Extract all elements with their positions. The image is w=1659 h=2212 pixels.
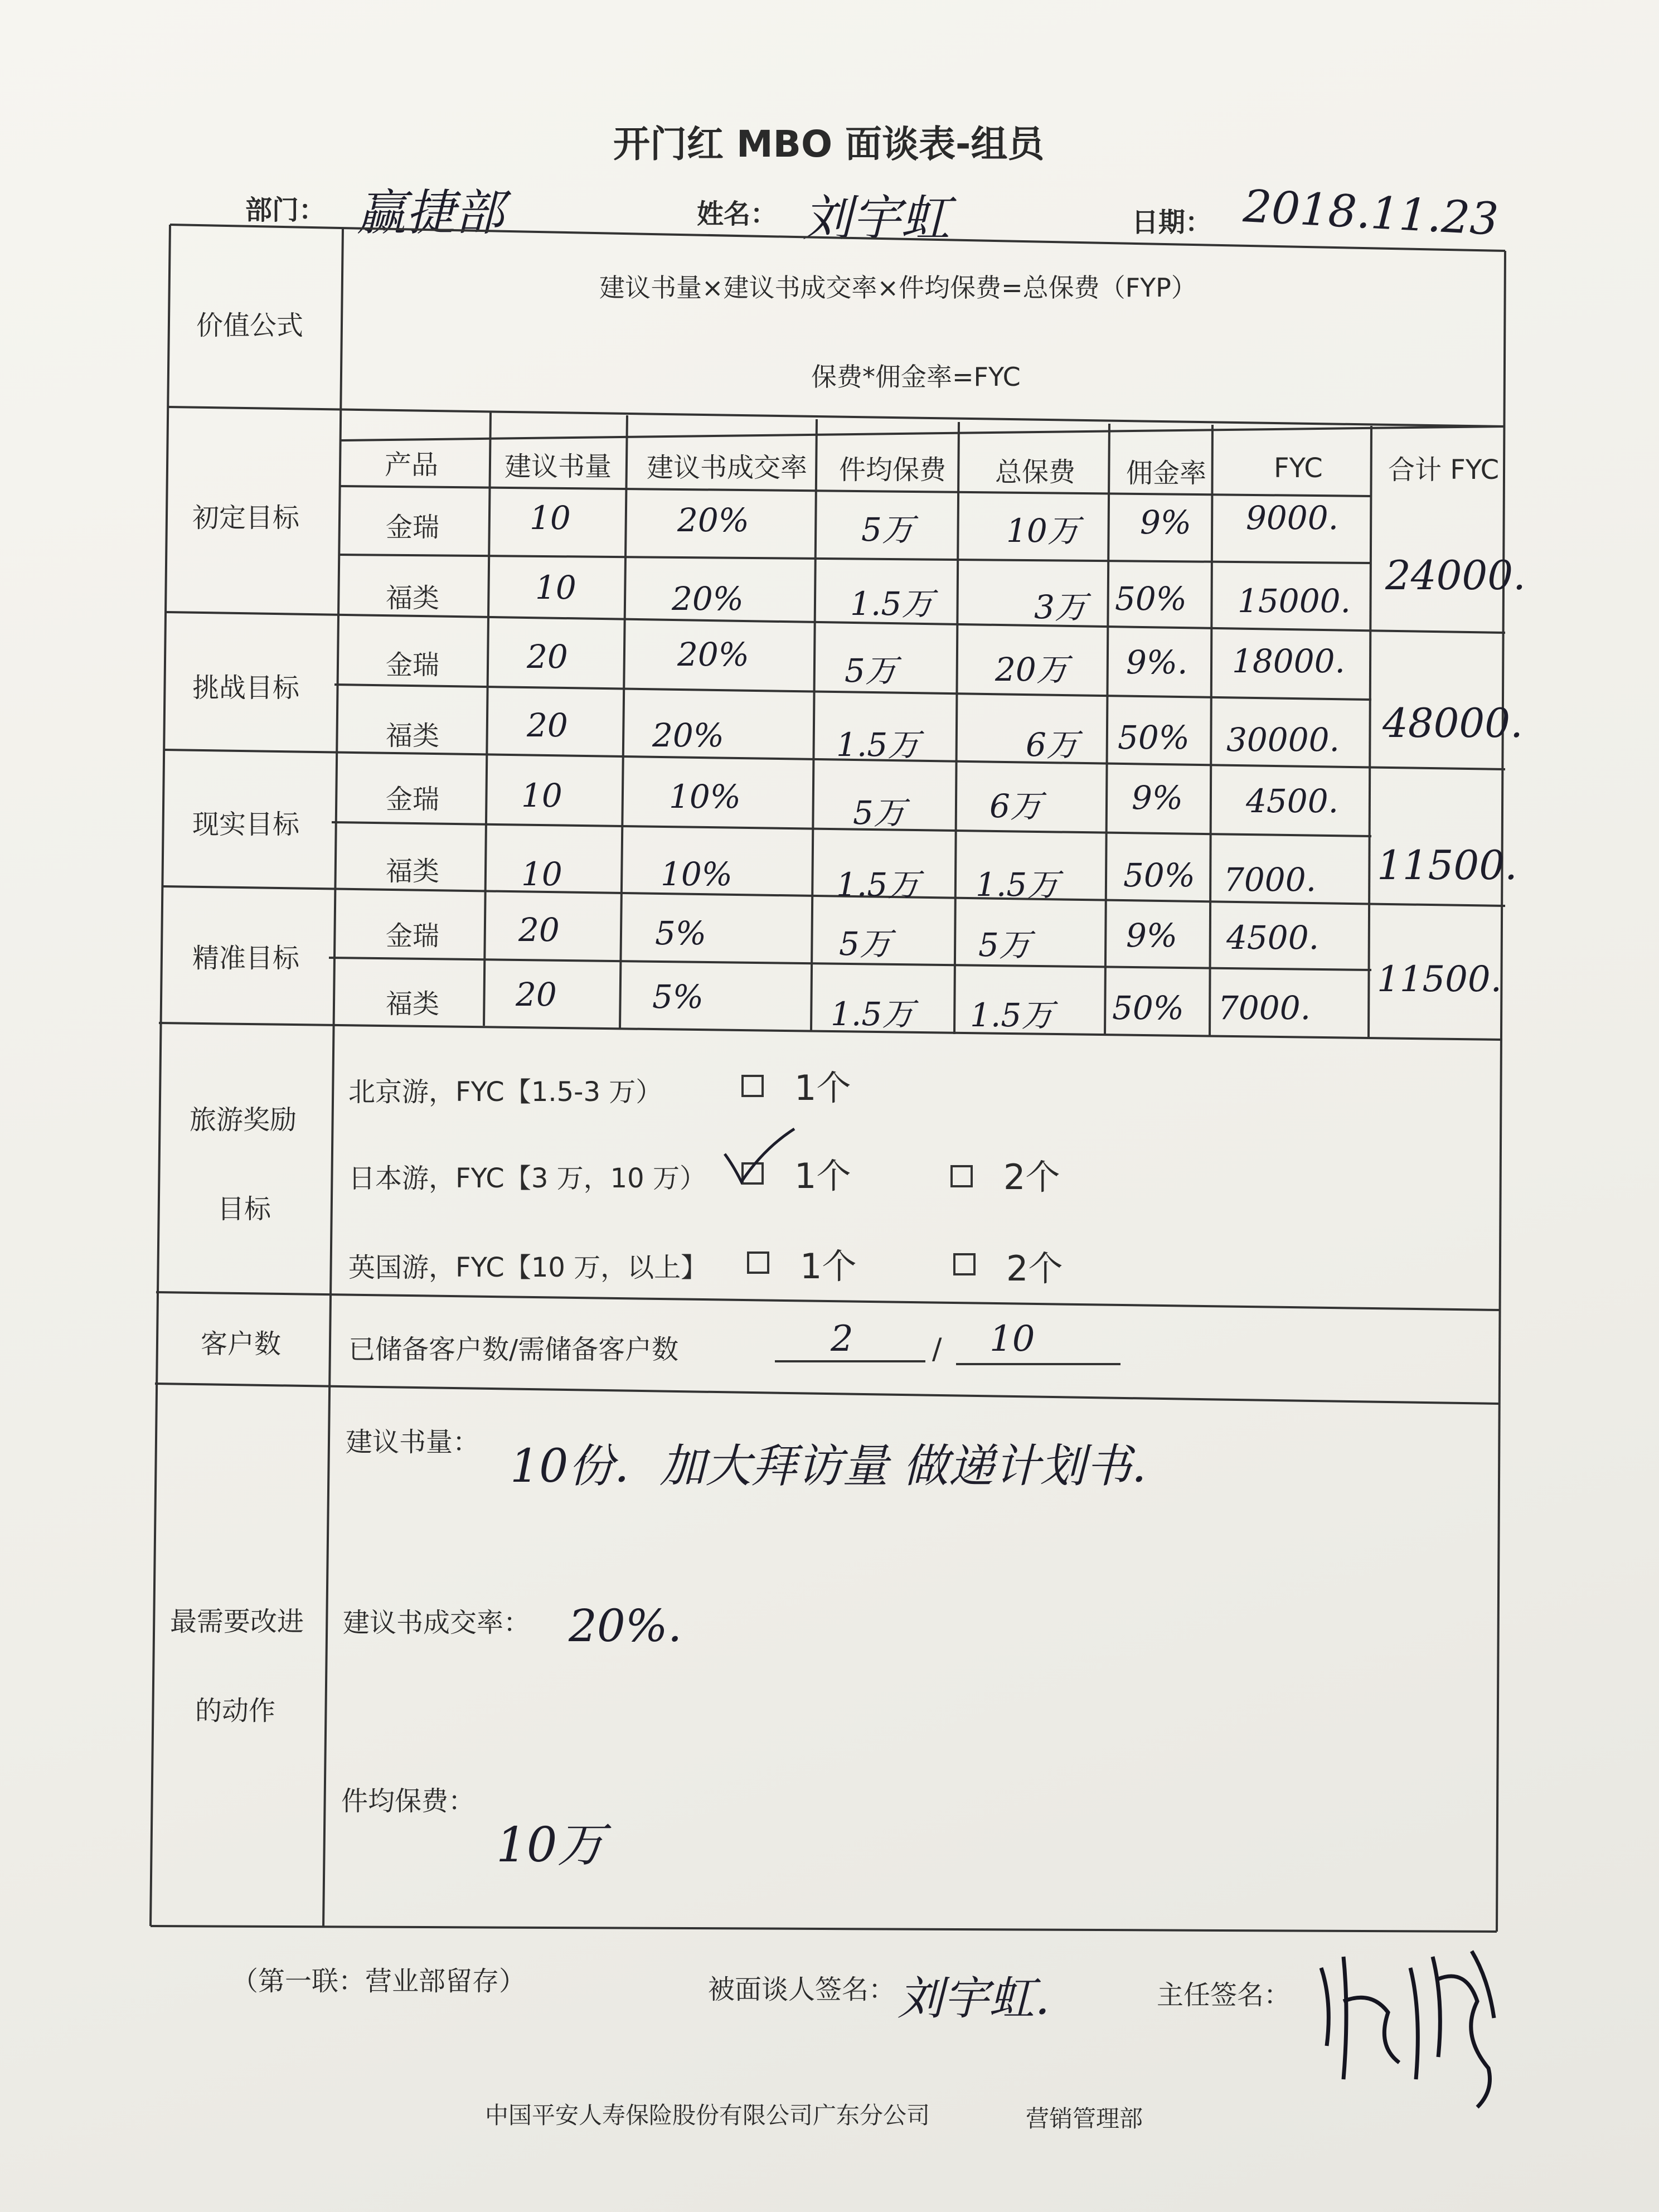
cell-comm: 9% <box>1132 779 1183 817</box>
group-label-challenge: 挑战目标 <box>192 672 300 704</box>
cell-rate: 20% <box>652 716 724 754</box>
group-label-actual: 现实目标 <box>192 809 300 840</box>
table-row <box>0 976 1659 1037</box>
table-row <box>0 842 1659 903</box>
clients-needed-value: 10 <box>989 1318 1035 1360</box>
uk-opt1-label: 1个 <box>800 1246 857 1287</box>
check-mark-icon <box>719 1126 797 1187</box>
cell-rate: 10% <box>669 778 741 816</box>
cell-total: 1.5万 <box>970 996 1054 1034</box>
cell-count: 20 <box>527 638 568 676</box>
cell-product: 福类 <box>386 856 440 887</box>
cell-avg: 5万 <box>861 511 914 549</box>
group-total-precise: 11500. <box>1377 959 1502 1000</box>
cell-avg: 5万 <box>839 925 892 963</box>
cell-total: 5万 <box>978 926 1031 964</box>
clients-text: 已储备客户数/需储备客户数 <box>348 1334 679 1365</box>
cell-product: 福类 <box>386 720 440 751</box>
cell-total: 10万 <box>1006 512 1080 550</box>
cell-total: 1.5万 <box>976 866 1060 904</box>
table-row <box>0 909 1659 970</box>
header-product: 产品 <box>385 449 439 481</box>
dept-value: 赢捷部 <box>357 184 505 241</box>
improve-count-label: 建议书量： <box>346 1427 480 1458</box>
cell-avg: 5万 <box>853 794 906 832</box>
improve-avg-value: 10万 <box>496 1817 605 1873</box>
checkbox-beijing-1[interactable] <box>741 1075 764 1097</box>
cell-avg: 5万 <box>845 652 898 690</box>
checkbox-uk-2[interactable] <box>953 1253 976 1275</box>
group-label-precise: 精准目标 <box>192 943 300 974</box>
cell-product: 金瑞 <box>386 649 440 681</box>
cell-count: 20 <box>527 706 568 744</box>
cell-comm: 9%. <box>1126 643 1188 681</box>
cell-fyc: 15000. <box>1238 582 1351 620</box>
cell-rate: 5% <box>655 914 707 952</box>
cell-comm: 9% <box>1140 503 1192 541</box>
header-rate: 建议书成交率 <box>647 452 808 483</box>
improve-rate-label: 建议书成交率： <box>343 1607 531 1638</box>
clients-stored-value: 2 <box>831 1318 853 1360</box>
header-count: 建议书量 <box>505 451 612 482</box>
formula-line1: 建议书量×建议书成交率×件均保费=总保费（FYP） <box>599 273 1197 303</box>
dept-label: 部门： <box>245 195 326 226</box>
uk-opt2-label: 2个 <box>1006 1248 1063 1289</box>
cell-product: 福类 <box>386 988 440 1020</box>
cell-product: 福类 <box>386 583 440 614</box>
checkbox-uk-1[interactable] <box>747 1251 769 1274</box>
cell-fyc: 9000. <box>1246 499 1339 537</box>
cell-rate: 20% <box>677 636 749 673</box>
cell-comm: 50% <box>1115 580 1187 618</box>
date-label: 日期： <box>1132 207 1212 238</box>
form-title: 开门红 MBO 面谈表-组员 <box>613 123 1045 166</box>
cell-fyc: 18000. <box>1232 642 1345 680</box>
cell-avg: 1.5万 <box>836 866 920 904</box>
clients-stored-field[interactable] <box>775 1318 925 1362</box>
improve-avg-label: 件均保费： <box>341 1786 476 1817</box>
group-total-challenge: 48000. <box>1382 700 1523 746</box>
cell-product: 金瑞 <box>386 920 440 952</box>
formula-line2: 保费*佣金率=FYC <box>811 362 1021 392</box>
cell-total: 6万 <box>989 787 1042 825</box>
header-total-fyc: 合计 FYC <box>1388 454 1500 486</box>
cell-rate: 10% <box>661 855 733 893</box>
improve-rate-value: 20%. <box>569 1600 682 1652</box>
clients-separator: / <box>932 1332 942 1366</box>
table-row <box>0 636 1659 697</box>
beijing-opt1-label: 1个 <box>794 1068 851 1108</box>
travel-option-uk: 英国游，FYC【10 万，以上】 <box>348 1252 708 1283</box>
cell-count: 20 <box>516 976 557 1013</box>
target-header-row <box>0 440 1659 489</box>
header-avg: 件均保费 <box>839 454 947 486</box>
checkbox-japan-2[interactable] <box>950 1165 973 1187</box>
cell-fyc: 30000. <box>1226 721 1340 759</box>
director-signature <box>1310 1934 1511 2113</box>
interviewee-sign-label: 被面谈人签名： <box>708 1974 896 2005</box>
cell-fyc: 4500. <box>1226 919 1320 957</box>
company-name: 中国平安人寿保险股份有限公司广东分公司 <box>485 2102 930 2129</box>
cell-total: 6万 <box>1026 726 1079 764</box>
japan-opt2-label: 2个 <box>1003 1157 1060 1197</box>
travel-label-1: 旅游奖励 <box>190 1104 297 1136</box>
table-row <box>0 499 1659 560</box>
cell-count: 10 <box>521 777 562 814</box>
cell-comm: 50% <box>1118 719 1190 756</box>
group-total-actual: 11500. <box>1377 842 1517 889</box>
travel-label-2: 目标 <box>217 1194 271 1225</box>
name-label: 姓名： <box>697 198 778 230</box>
formula-label: 价值公式 <box>196 310 304 341</box>
cell-rate: 5% <box>652 978 704 1016</box>
director-sign-label: 主任签名： <box>1157 1980 1291 2011</box>
cell-avg: 1.5万 <box>850 585 934 623</box>
cell-count: 10 <box>535 569 576 607</box>
cell-total: 3万 <box>1034 588 1087 626</box>
improve-label-2: 的动作 <box>195 1695 276 1726</box>
table-row <box>0 705 1659 767</box>
cell-count: 20 <box>518 911 560 949</box>
cell-total: 20万 <box>995 651 1069 688</box>
group-label-initial: 初定目标 <box>192 502 300 533</box>
cell-product: 金瑞 <box>386 512 440 543</box>
cell-comm: 50% <box>1123 856 1195 894</box>
cell-avg: 1.5万 <box>831 995 915 1033</box>
cell-fyc: 7000. <box>1224 861 1317 899</box>
cell-count: 10 <box>530 499 571 537</box>
header-fyc: FYC <box>1274 453 1323 484</box>
name-value: 刘宇虹 <box>803 190 950 247</box>
header-comm: 佣金率 <box>1126 458 1207 489</box>
travel-option-japan: 日本游，FYC【3 万，10 万） <box>348 1163 706 1194</box>
interviewee-signature: 刘宇虹． <box>898 1972 1080 2025</box>
cell-rate: 20% <box>677 501 749 539</box>
cell-avg: 1.5万 <box>836 726 920 764</box>
department-name: 营销管理部 <box>1026 2105 1143 2132</box>
header-total: 总保费 <box>995 457 1076 488</box>
table-row <box>0 569 1659 630</box>
improve-count-value: 10份．加大拜访量 做递计划书． <box>510 1440 1177 1493</box>
improve-label-1: 最需要改进 <box>170 1606 304 1637</box>
cell-comm: 9% <box>1126 916 1178 954</box>
clients-label: 客户数 <box>201 1328 282 1360</box>
japan-opt1-label: 1个 <box>794 1156 851 1196</box>
cell-rate: 20% <box>672 580 744 618</box>
clients-needed-field[interactable] <box>956 1318 1120 1365</box>
copy-note: （第一联：营业部留存） <box>231 1966 526 1997</box>
travel-option-beijing: 北京游，FYC【1.5-3 万） <box>348 1076 663 1108</box>
cell-product: 金瑞 <box>386 784 440 815</box>
cell-fyc: 7000. <box>1218 989 1311 1027</box>
date-value: 2018.11.23 <box>1241 180 1500 245</box>
cell-fyc: 4500. <box>1246 782 1339 820</box>
cell-count: 10 <box>521 855 562 893</box>
cell-comm: 50% <box>1112 989 1184 1027</box>
group-total-initial: 24000. <box>1385 552 1526 599</box>
table-row <box>0 772 1659 833</box>
